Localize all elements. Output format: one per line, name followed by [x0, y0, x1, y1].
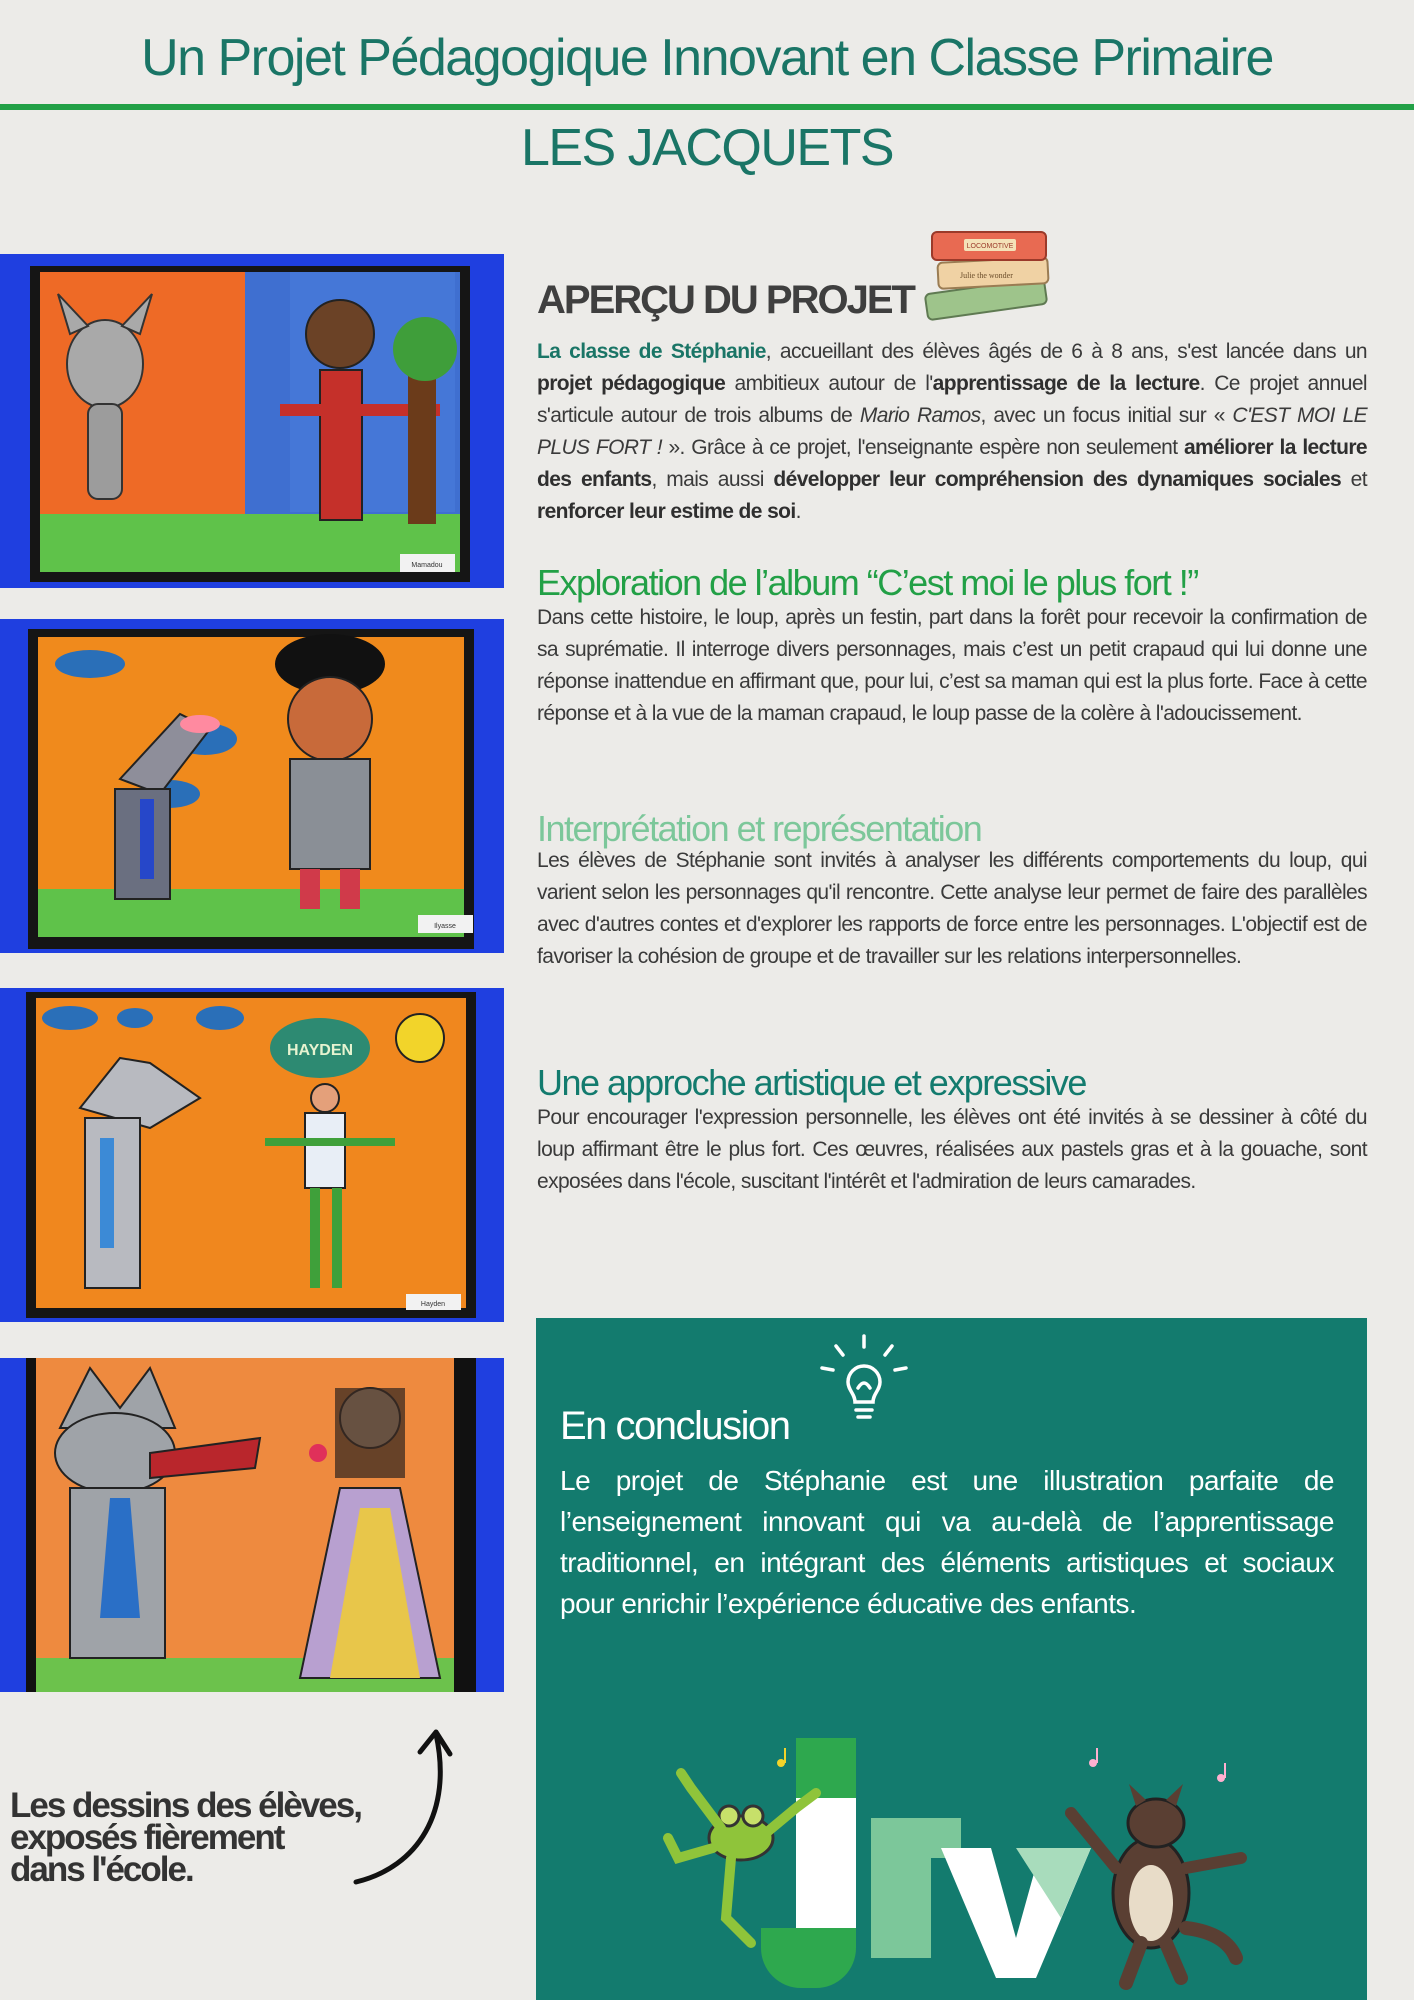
- interpretation-heading: Interprétation et représentation: [537, 808, 982, 849]
- logo-block: [796, 1738, 856, 1798]
- student-drawing-4: [0, 1358, 504, 1692]
- name-tag: Hayden: [420, 1301, 446, 1308]
- student-drawing-1: [0, 254, 504, 588]
- document-title: Un Projet Pédagogique Innovant en Classe Primaire: [141, 29, 1273, 87]
- drawings-caption: Les dessins des élèves, exposés fièrement dans l'école.: [10, 1786, 361, 1889]
- stacked-books-icon: [918, 222, 1064, 334]
- interpretation-text: Les élèves de Stéphanie sont invités à analyser les différents comportements du loup, qui varient selon les personnages qu'il rencontre. Cette analyse leur permet de faire des parallèles avec d'autres contes et d'explorer les rapports de force entre les personnages. L'objectif est de favoriser la cohésion de groupe et de travailler sur les relations interpersonnelles.: [537, 849, 1367, 968]
- exploration-heading: Exploration de l’album “C’est moi le plus fort !”: [537, 562, 1198, 603]
- wolf-illustration: [1071, 1784, 1241, 1983]
- conclusion-panel: [536, 1318, 1367, 2000]
- school-name: LES JACQUETS: [520, 119, 894, 177]
- overview-text: La classe de Stéphanie, accueillant des élèves âgés de 6 à 8 ans, s'est lancée dans un projet pédagogique ambitieux autour de l'apprentissage de la lecture. Ce projet annuel s'articule autour de trois albums de Mario Ramos, avec un focus initial sur « C'EST MOI LE PLUS FORT ! ». Grâce à ce projet, l'enseignante espère non seulement améliorer la lecture des enfants, mais aussi développer leur compréhension des dynamiques sociales et renforcer leur estime de soi.: [537, 340, 1367, 523]
- name-tag: Ilyasse: [434, 923, 456, 930]
- name-tag: Mamadou: [411, 562, 443, 569]
- conclusion-heading: En conclusion: [560, 1404, 790, 1448]
- conclusion-text: Le projet de Stéphanie est une illustration parfaite de l’enseignement innovant qui va au-delà de l’apprentissage traditionnel, en intégrant des éléments artistiques et sociaux pour enrichir l’expérience éducative des enfants.: [560, 1465, 1334, 1619]
- header-divider: [0, 104, 1414, 110]
- svg-text:LOCOMOTIVE: LOCOMOTIVE: [966, 243, 1014, 250]
- frog-illustration: [668, 1773, 816, 1943]
- student-drawing-3: [0, 988, 504, 1322]
- student-drawing-2: [0, 619, 504, 953]
- artistic-text: Pour encourager l'expression personnelle, les élèves ont été invités à se dessiner à côté du loup affirmant être le plus fort. Ces œuvres, réalisées aux pastels gras et à la gouache, sont exposées dans l'école, suscitant l'intérêt et l'admiration de leurs camarades.: [537, 1106, 1367, 1193]
- speech-bubble-text: HAYDEN: [286, 1042, 354, 1059]
- lightbulb-icon: [814, 1334, 914, 1424]
- logo-letter-j: [796, 1798, 856, 1928]
- exploration-text: Dans cette histoire, le loup, après un festin, part dans la forêt pour recevoir la confirmation de sa suprématie. Il interroge divers personnages, mais c’est un petit crapaud qui lui donne une réponse inattendue en affirmant que, pour lui, c’est sa maman qui est la plus forte. Face à cette réponse et à la vue de la maman crapaud, le loup passe de la colère à l'adoucissement.: [537, 606, 1367, 725]
- artistic-heading: Une approche artistique et expressive: [537, 1062, 1086, 1103]
- overview-heading: APERÇU DU PROJET: [537, 278, 914, 322]
- jfv-logo-illustration: [631, 1718, 1271, 2000]
- svg-text:Julie the wonder: Julie the wonder: [960, 271, 1013, 280]
